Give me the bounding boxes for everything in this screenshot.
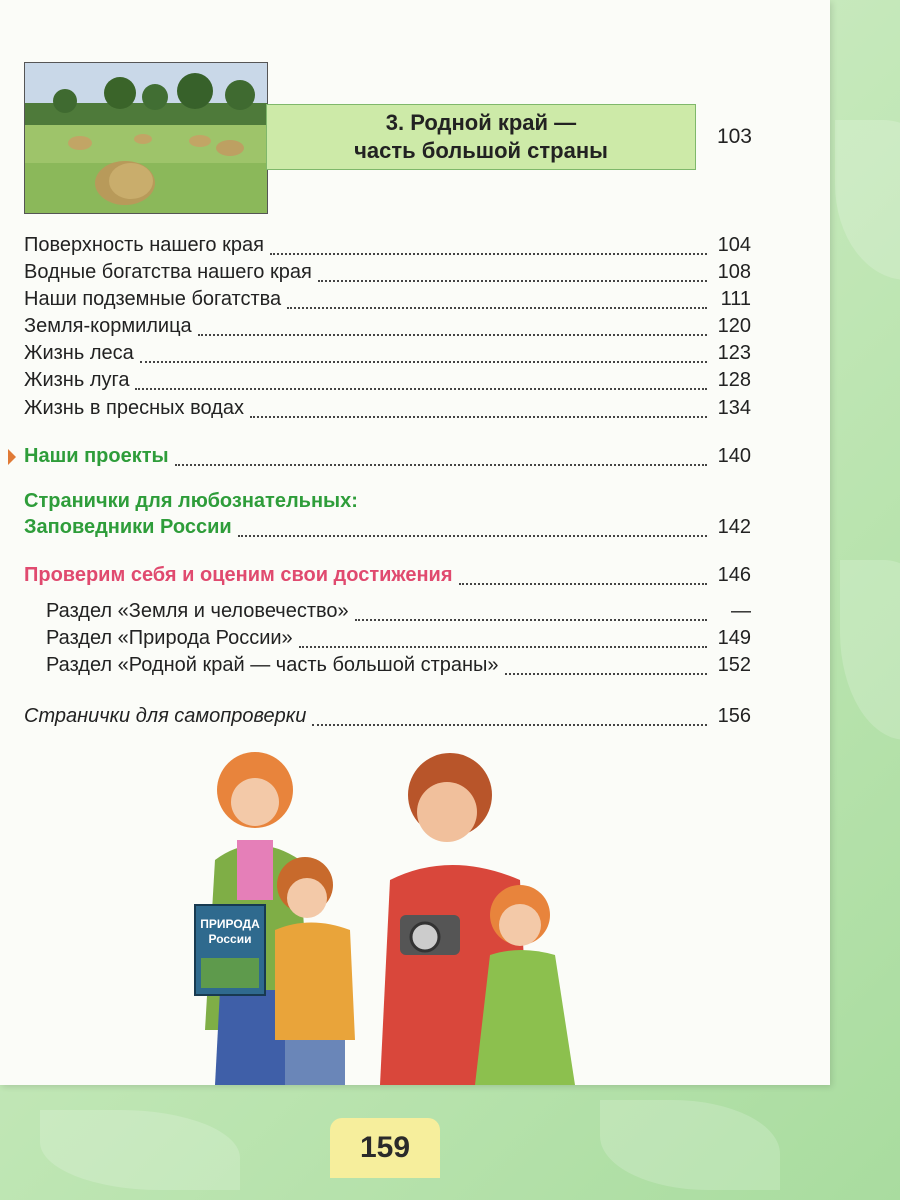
family-illustration [175, 740, 605, 1090]
toc-selfcheck[interactable] [24, 705, 751, 731]
toc-leader-dots [198, 334, 707, 336]
section-title: Раздел «Природа России» [46, 627, 293, 649]
toc-item-page: 108 [717, 261, 751, 283]
chapter-title-line1: 3. Родной край — [385, 110, 577, 135]
toc-item-page: 134 [717, 397, 751, 419]
toc-curious-line1[interactable] [24, 490, 751, 516]
toc-leader-dots [250, 416, 707, 418]
leaf-decoration [40, 1110, 240, 1190]
curious-title-line2: Заповедники России [24, 516, 232, 538]
toc-item-title: Наши подземные богатства [24, 288, 282, 310]
book-cover [195, 905, 265, 995]
toc-check[interactable] [24, 564, 751, 590]
field-photo [24, 62, 268, 214]
toc-section[interactable] [24, 600, 751, 626]
toc-leader-dots [459, 583, 707, 585]
toc-item-title: Жизнь леса [24, 342, 134, 364]
toc-item[interactable] [24, 234, 751, 260]
toc-leader-dots [355, 619, 707, 621]
toc-item-page: 128 [717, 369, 751, 391]
section-title: Раздел «Земля и человечество» [46, 600, 349, 622]
section-title: Раздел «Родной край — часть большой страны» [46, 654, 499, 676]
chapter-title-line2: часть большой страны [354, 138, 608, 163]
family-drawing [175, 740, 605, 1090]
hay-field-illustration [25, 63, 267, 213]
toc-leader-dots [505, 673, 707, 675]
toc-item-page: 111 [720, 288, 751, 310]
section-page: — [731, 600, 751, 622]
section-page: 149 [717, 627, 751, 649]
toc-item-title: Водные богатства нашего края [24, 261, 312, 283]
curious-page: 142 [717, 516, 751, 538]
toc-item[interactable] [24, 397, 751, 423]
toc-item-title: Земля-кормилица [24, 315, 192, 337]
chapter-heading-box [266, 104, 696, 170]
toc-item-title: Поверхность нашего края [24, 234, 264, 256]
toc-item[interactable] [24, 315, 751, 341]
check-title: Проверим себя и оценим свои достижения [24, 564, 453, 586]
book-title-line1: ПРИРОДА [200, 917, 260, 931]
toc-leader-dots [270, 253, 707, 255]
chapter-page-number: 103 [716, 125, 752, 148]
toc-curious[interactable] [24, 516, 751, 542]
leaf-decoration [835, 120, 900, 280]
page-number: 159 [330, 1118, 440, 1178]
toc-item-page: 104 [717, 234, 751, 256]
toc-leader-dots [238, 535, 707, 537]
toc-item[interactable] [24, 369, 751, 395]
projects-marker-icon [8, 449, 16, 465]
selfcheck-page: 156 [717, 705, 751, 727]
toc-leader-dots [140, 361, 707, 363]
leaf-decoration [840, 560, 900, 740]
projects-title: Наши проекты [24, 445, 169, 467]
toc-leader-dots [135, 388, 707, 390]
toc-item[interactable] [24, 342, 751, 368]
section-page: 152 [717, 654, 751, 676]
toc-item[interactable] [24, 288, 751, 314]
toc-item-title: Жизнь луга [24, 369, 130, 391]
toc-projects[interactable] [24, 445, 751, 471]
toc-item-title: Жизнь в пресных водах [24, 397, 244, 419]
toc-item-page: 120 [717, 315, 751, 337]
selfcheck-title: Странички для самопроверки [24, 705, 307, 727]
curious-title-line1: Странички для любознательных: [24, 490, 358, 512]
toc-leader-dots [287, 307, 707, 309]
toc-leader-dots [312, 724, 707, 726]
toc-section[interactable] [24, 627, 751, 653]
toc-leader-dots [299, 646, 707, 648]
toc-section[interactable] [24, 654, 751, 680]
check-page: 146 [717, 564, 751, 586]
toc-item[interactable] [24, 261, 751, 287]
book-title-line2: России [208, 932, 252, 946]
leaf-decoration [600, 1100, 780, 1190]
toc-leader-dots [175, 464, 707, 466]
toc-item-page: 123 [717, 342, 751, 364]
projects-page: 140 [717, 445, 751, 467]
toc-leader-dots [318, 280, 707, 282]
